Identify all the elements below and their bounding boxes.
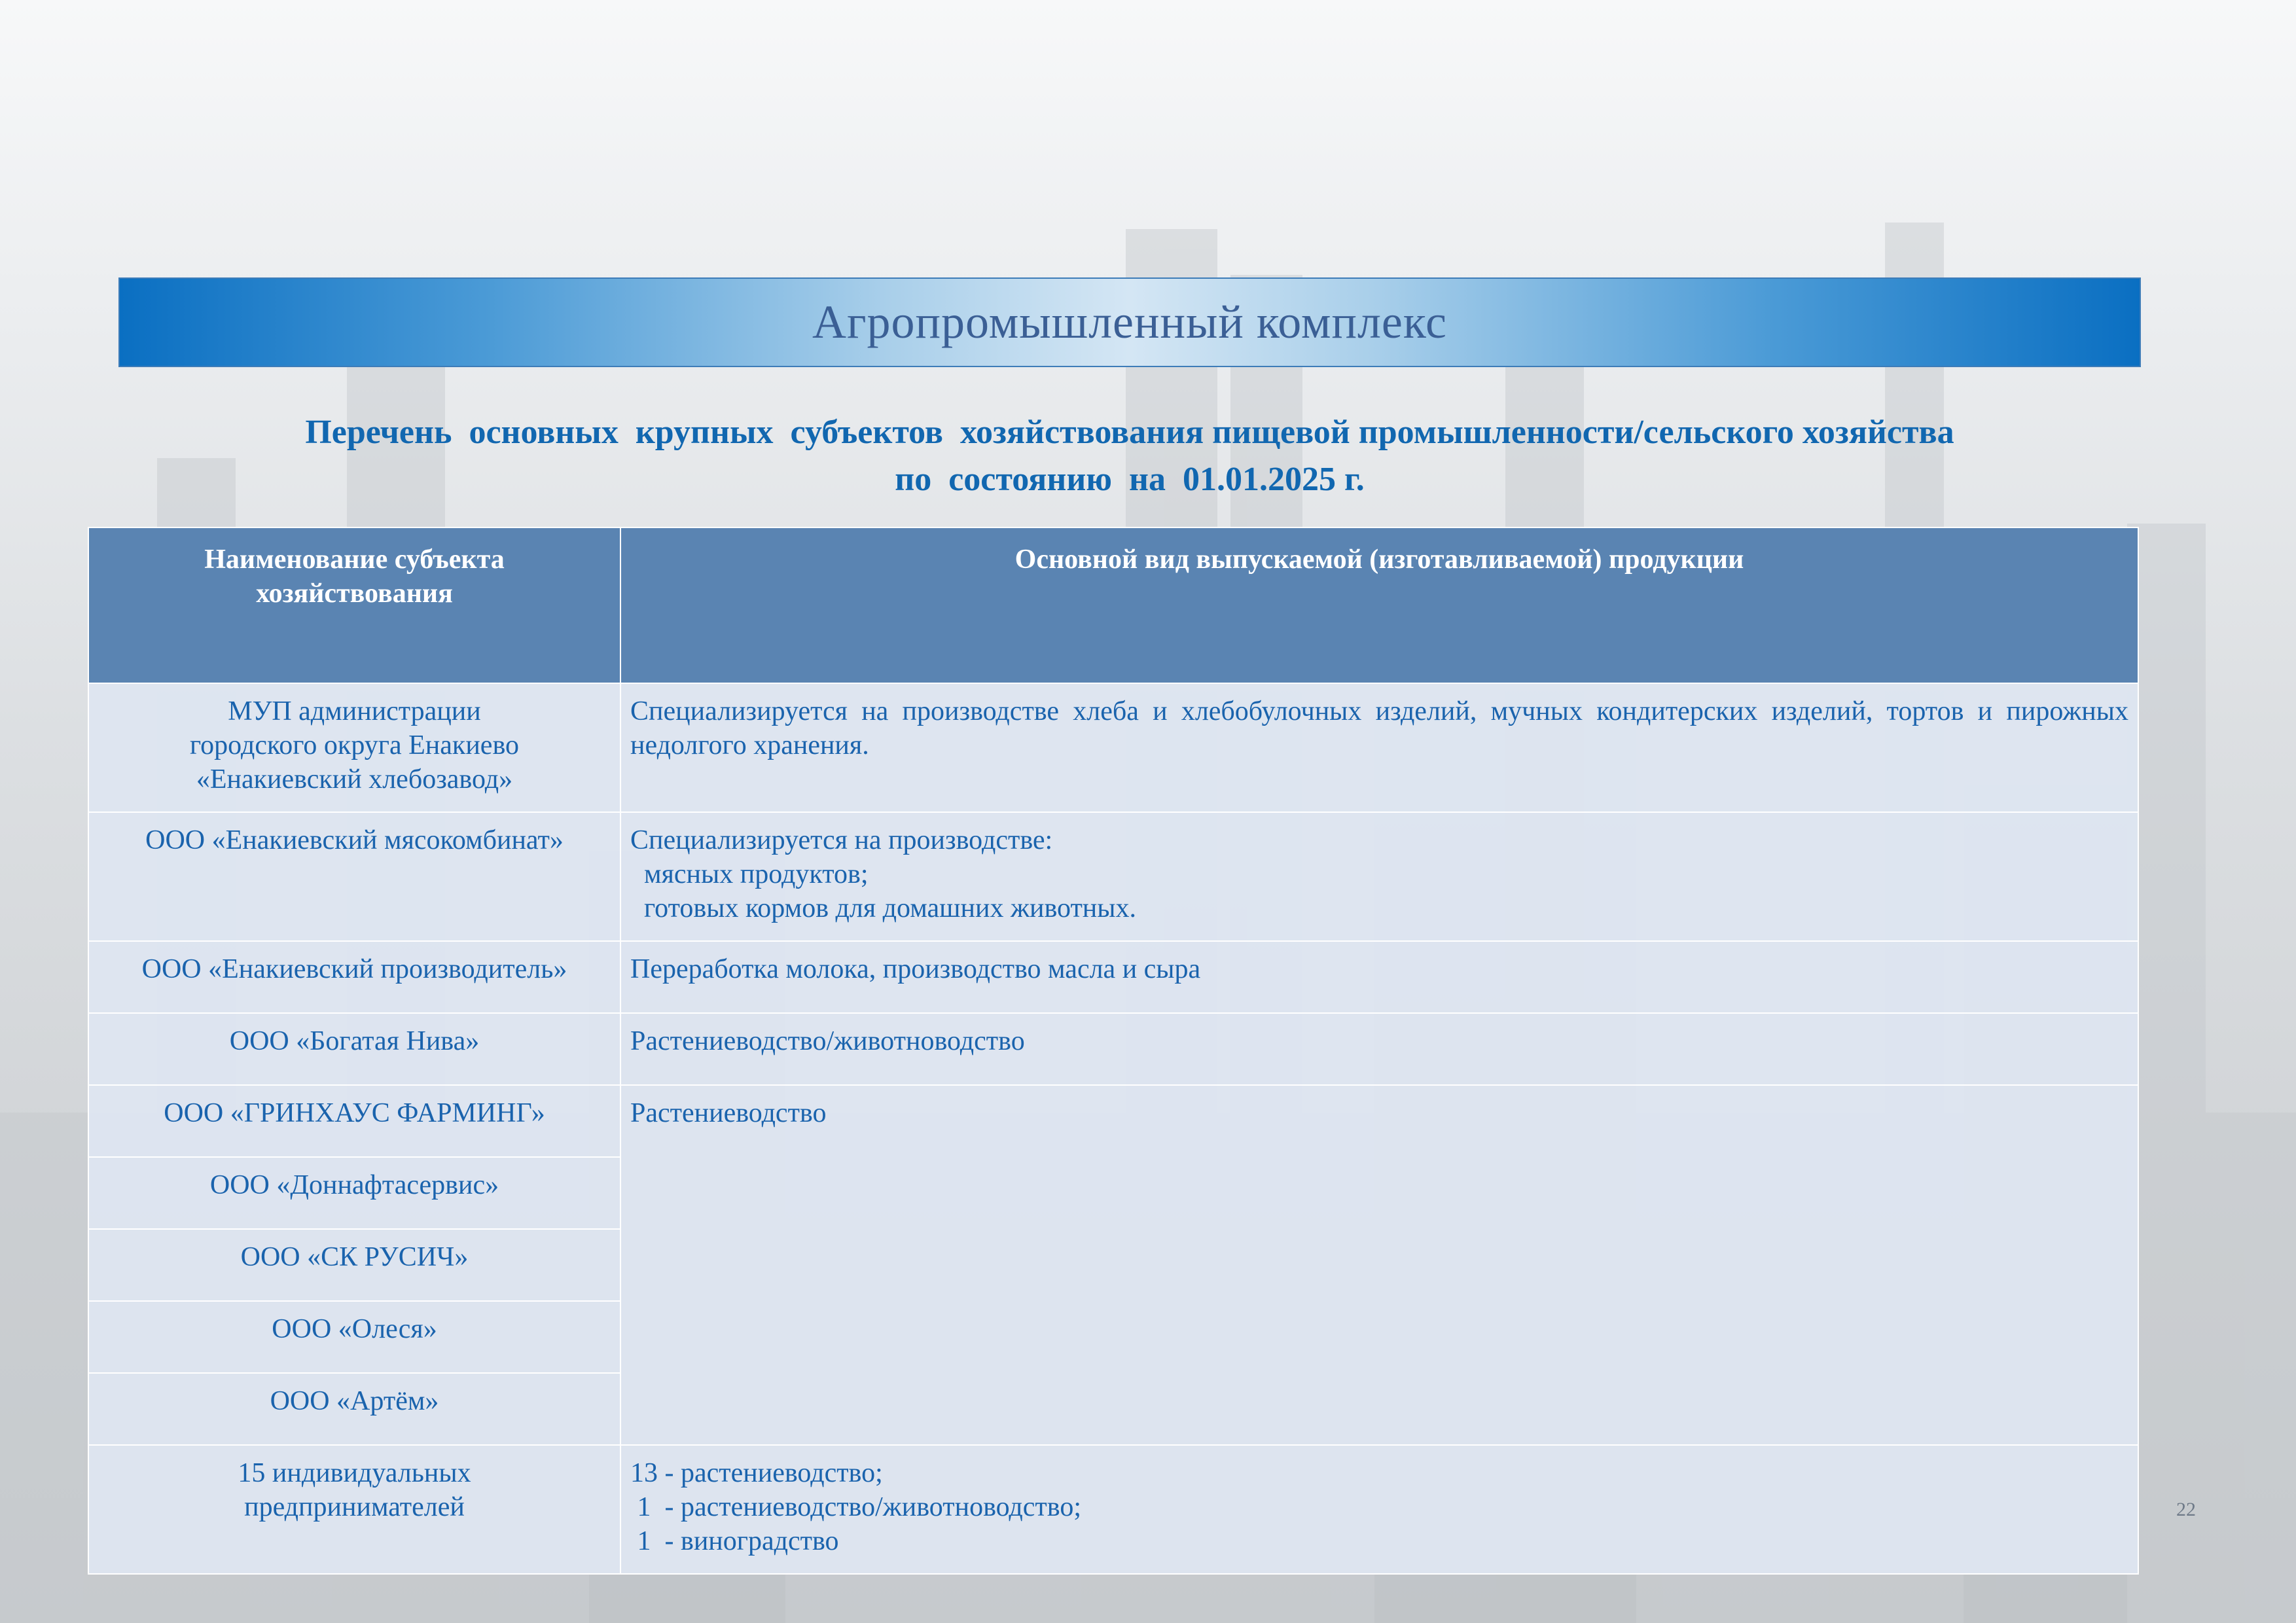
entity-name-line: «Енакиевский хлебозавод» <box>196 764 513 794</box>
product-description-cell <box>620 1445 2138 1574</box>
product-description-cell <box>620 812 2138 941</box>
table-header-row <box>88 527 2138 683</box>
entity-name-cell: ООО «Богатая Нива» <box>88 1013 620 1085</box>
enterprises-table <box>88 527 2139 1575</box>
entity-name-cell: ООО «ГРИНХАУС ФАРМИНГ» <box>88 1085 620 1157</box>
entity-name-cell <box>88 1445 620 1574</box>
entity-name-cell: ООО «Доннафтасервис» <box>88 1157 620 1229</box>
table-row <box>88 941 2138 1013</box>
subtitle-line-1: Перечень основных крупных субъектов хозяйствования пищевой промышленности/сельского хозяйства <box>305 414 1954 451</box>
document-subtitle <box>118 409 2141 503</box>
description-line: готовых кормов для домашних животных. <box>630 893 1137 923</box>
product-description-cell: Растениеводство <box>620 1085 2138 1445</box>
header-products: Основной вид выпускаемой (изготавливаемой) продукции <box>620 527 2138 683</box>
description-line: Специализируется на производстве: <box>630 825 1053 855</box>
table-row <box>88 1085 2138 1157</box>
table-row <box>88 1013 2138 1085</box>
subtitle-line-2: по состоянию на 01.01.2025 г. <box>895 461 1365 498</box>
section-banner <box>118 277 2141 367</box>
description-line: 13 - растениеводство; <box>630 1458 883 1488</box>
description-line: мясных продуктов; <box>630 859 869 889</box>
page-number: 22 <box>2176 1499 2196 1520</box>
header-entity-name-line-2: хозяйствования <box>256 579 453 609</box>
section-title: Агропромышленный комплекс <box>812 296 1447 348</box>
header-entity-name-line-1: Наименование субъекта <box>204 544 505 575</box>
entity-name-line: городского округа Енакиево <box>190 730 519 760</box>
entity-name-cell: ООО «Артём» <box>88 1373 620 1445</box>
table-row <box>88 1445 2138 1574</box>
entity-name-line: МУП администрации <box>228 696 481 726</box>
description-line: 1 - растениеводство/животноводство; <box>630 1492 1082 1522</box>
entity-name-cell: ООО «Олеся» <box>88 1301 620 1373</box>
product-description-cell: Растениеводство/животноводство <box>620 1013 2138 1085</box>
entity-name-cell <box>88 683 620 812</box>
entity-name-cell: ООО «Енакиевский производитель» <box>88 941 620 1013</box>
product-description-cell: Переработка молока, производство масла и сыра <box>620 941 2138 1013</box>
entity-name-cell: ООО «СК РУСИЧ» <box>88 1229 620 1301</box>
entity-name-line: предпринимателей <box>244 1492 465 1522</box>
entity-name-line: 15 индивидуальных <box>238 1458 471 1488</box>
product-description-cell: Специализируется на производстве хлеба и хлебобулочных изделий, мучных кондитерских изделий, тортов и пирожных недолгого хранения. <box>620 683 2138 812</box>
table-row <box>88 683 2138 812</box>
description-line: 1 - виноградство <box>630 1526 839 1556</box>
entity-name-cell: ООО «Енакиевский мясокомбинат» <box>88 812 620 941</box>
header-entity-name <box>88 527 620 683</box>
table-row <box>88 812 2138 941</box>
